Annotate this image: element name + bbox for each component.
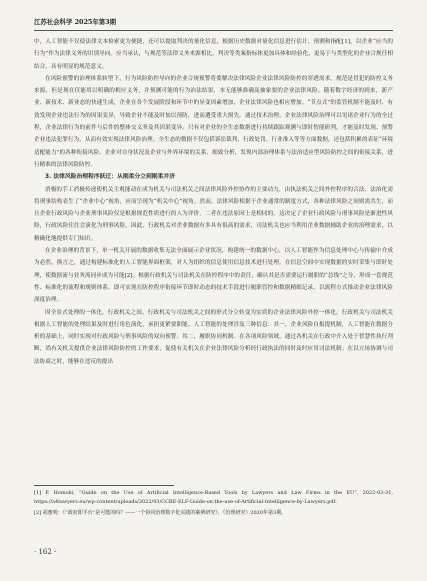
footnote-2: [2] 胡蜜明：《“政府即平台”是可能的吗？——一个协同治理数字化实践的案例研究》，《治理研究》2020年第3期。	[34, 510, 287, 517]
journal-header: 江苏社会科学 2025年第3期	[34, 18, 116, 26]
header-rule	[34, 30, 393, 31]
paragraph-4: 在企业治理的背景下，单一机关开展的数据收集无法全面展示企业状况，构建统一的数据中心，以人工智能作为信息处理中心与传输中介成为必然。换言之，通过构建标准化的人工智能界面框架，对人为组织的信息使用信息技术进行处理。在信息空间中实现数据的实时采集与即时处理，使数据流与业务流同步成为可能[2]。根据行政机关与司法机关在防控程序中的责任，确认其是否需要运行履职的“总线”之分，形成一套规范性、标准化的流程和规则体系，即可实现在防控程序衔接环节即时动态的技术手段进行履职管控和数据精细记录，以流程方式推动企业法律风险深度治理。	[34, 248, 393, 304]
footnotes	[34, 489, 393, 521]
paragraph-2: 在风险预警的治理体系转型下，行为风险防控导向的企业合规预警将要解决法律风险企业法律风险防控的穿透需求。规范是冒犯的防控义务来源，但是现在仅能用以明确的相应义务，并预测可能的行为治法结果，本无能够准确及抽象要的企业法律风险。随着数字经济的到来，新产业、新技术、新业态的快速生成，企业在各个发展阶段和环节中的异变因素增加，企业法律风险也相应增加。“节点式”的监管机制不能及时、有效发现企业违法行为的因果变异，导致企业不能及时加以预防，进而遭受重大损失。通过技术治理，企业法律风险治理可以见诸企业行为的全过程，企业法律行为的前件与后件的整体交义务及其因果变异。只有对企业的全生态数据进行持续跟踪观测与即时智能研判，才能及时发现、预警企业违法犯罪行为，从而有效实现法律风险治理。全生态的数据不仅包括诉讼裁判、行政处罚、行业准入等等方面数据，还包括积累的表征“环境适配能力”的各种衔接风险。企业对自身状况及企业与外界环境的关系、细致分析，发现内部治理体系与法治适应型风险防控之间的衔接关系，进行精准的法律风险防控。	[34, 75, 393, 168]
paragraph-3: 消极的手工消极传递使机关主观能动在成为机关与司法机关之间法律风险外控协作的主要动力，由执法机关之间外控程序的合法、法治化需将刑事结构表生了“企业中心”视角，应而呈现为“机关中心”视角。然而，法律风险根据于企业通常的制度方式，各种法律风险之间则需共生，而且企业行政风险与企业刑事风险仅是根据规范性质进行的人为评价，二者在违法原因上是相同的。这决定了企业行政风险与刑事风险是渐进性风险，行政风险往往会演化为刑事风险，因此，行政机关对企业数据有多具有很高的需求，司法机关也应当利用企业数据辅助企业的治理需求，以精确化地提供专门知识。	[34, 186, 393, 242]
page-number: · 162 ·	[34, 548, 57, 556]
paragraph-5: 因全景式处理的一体化，行政机关之间、行政机关与司法机关之间的形式分立转变为实质的企业法律风险外控一体化，行政机关与司法机关根据人工智能的处理结果及时进行角色演化，承担更紧要职能。人工智能的处理涉及三种信息：其一，企业风险自报提机制，人工智能在数据分析的基础上，同时实现对行政风险与刑事风险的双向预警。其二，履职协同机制。在各项风险领域，通过各机关在行政中介入处于智慧性执行判断，尚有关机关提供企业法律风险防控的工作要求，促使有关机关在企业法律风险分析经行政执法的同时及时应用司法机制；在以立场协调与司法协商之时，能够在违反的提出	[34, 309, 393, 365]
main-text	[34, 36, 393, 368]
section-heading: 3. 法律风险治理程序跃迁：从刚柔分立到刚柔并济	[45, 174, 175, 181]
footnote-1: [1] P. Homoki, “Guide on the Use of Artificial Intelligence-Based Tools by Lawyers and Law Firms in the EU”, 2022-03-31, https://a4lawyers.eu/wp-content/uploads/2022/03/CCBE-ELF-Guide-on-the-use-of-Artificial-Intelligence-by-Lawyers.pdf.	[34, 490, 393, 506]
paragraph-1: 中，人工智能不仅使法律文本检索更为便捷，还可以提取判决的量化信息，根据历史数据对量化信息进行估计、预测和指配[1]，以企业“应当的行为”作为法律义务的识别导向。应当承认，与规范等法律义务来源相比，判决等类案指标体更加具体和经验化，更易于与类型化的企业合规任相结合，具有明显的规范意义。	[34, 39, 393, 70]
footnote-rule	[34, 485, 174, 486]
